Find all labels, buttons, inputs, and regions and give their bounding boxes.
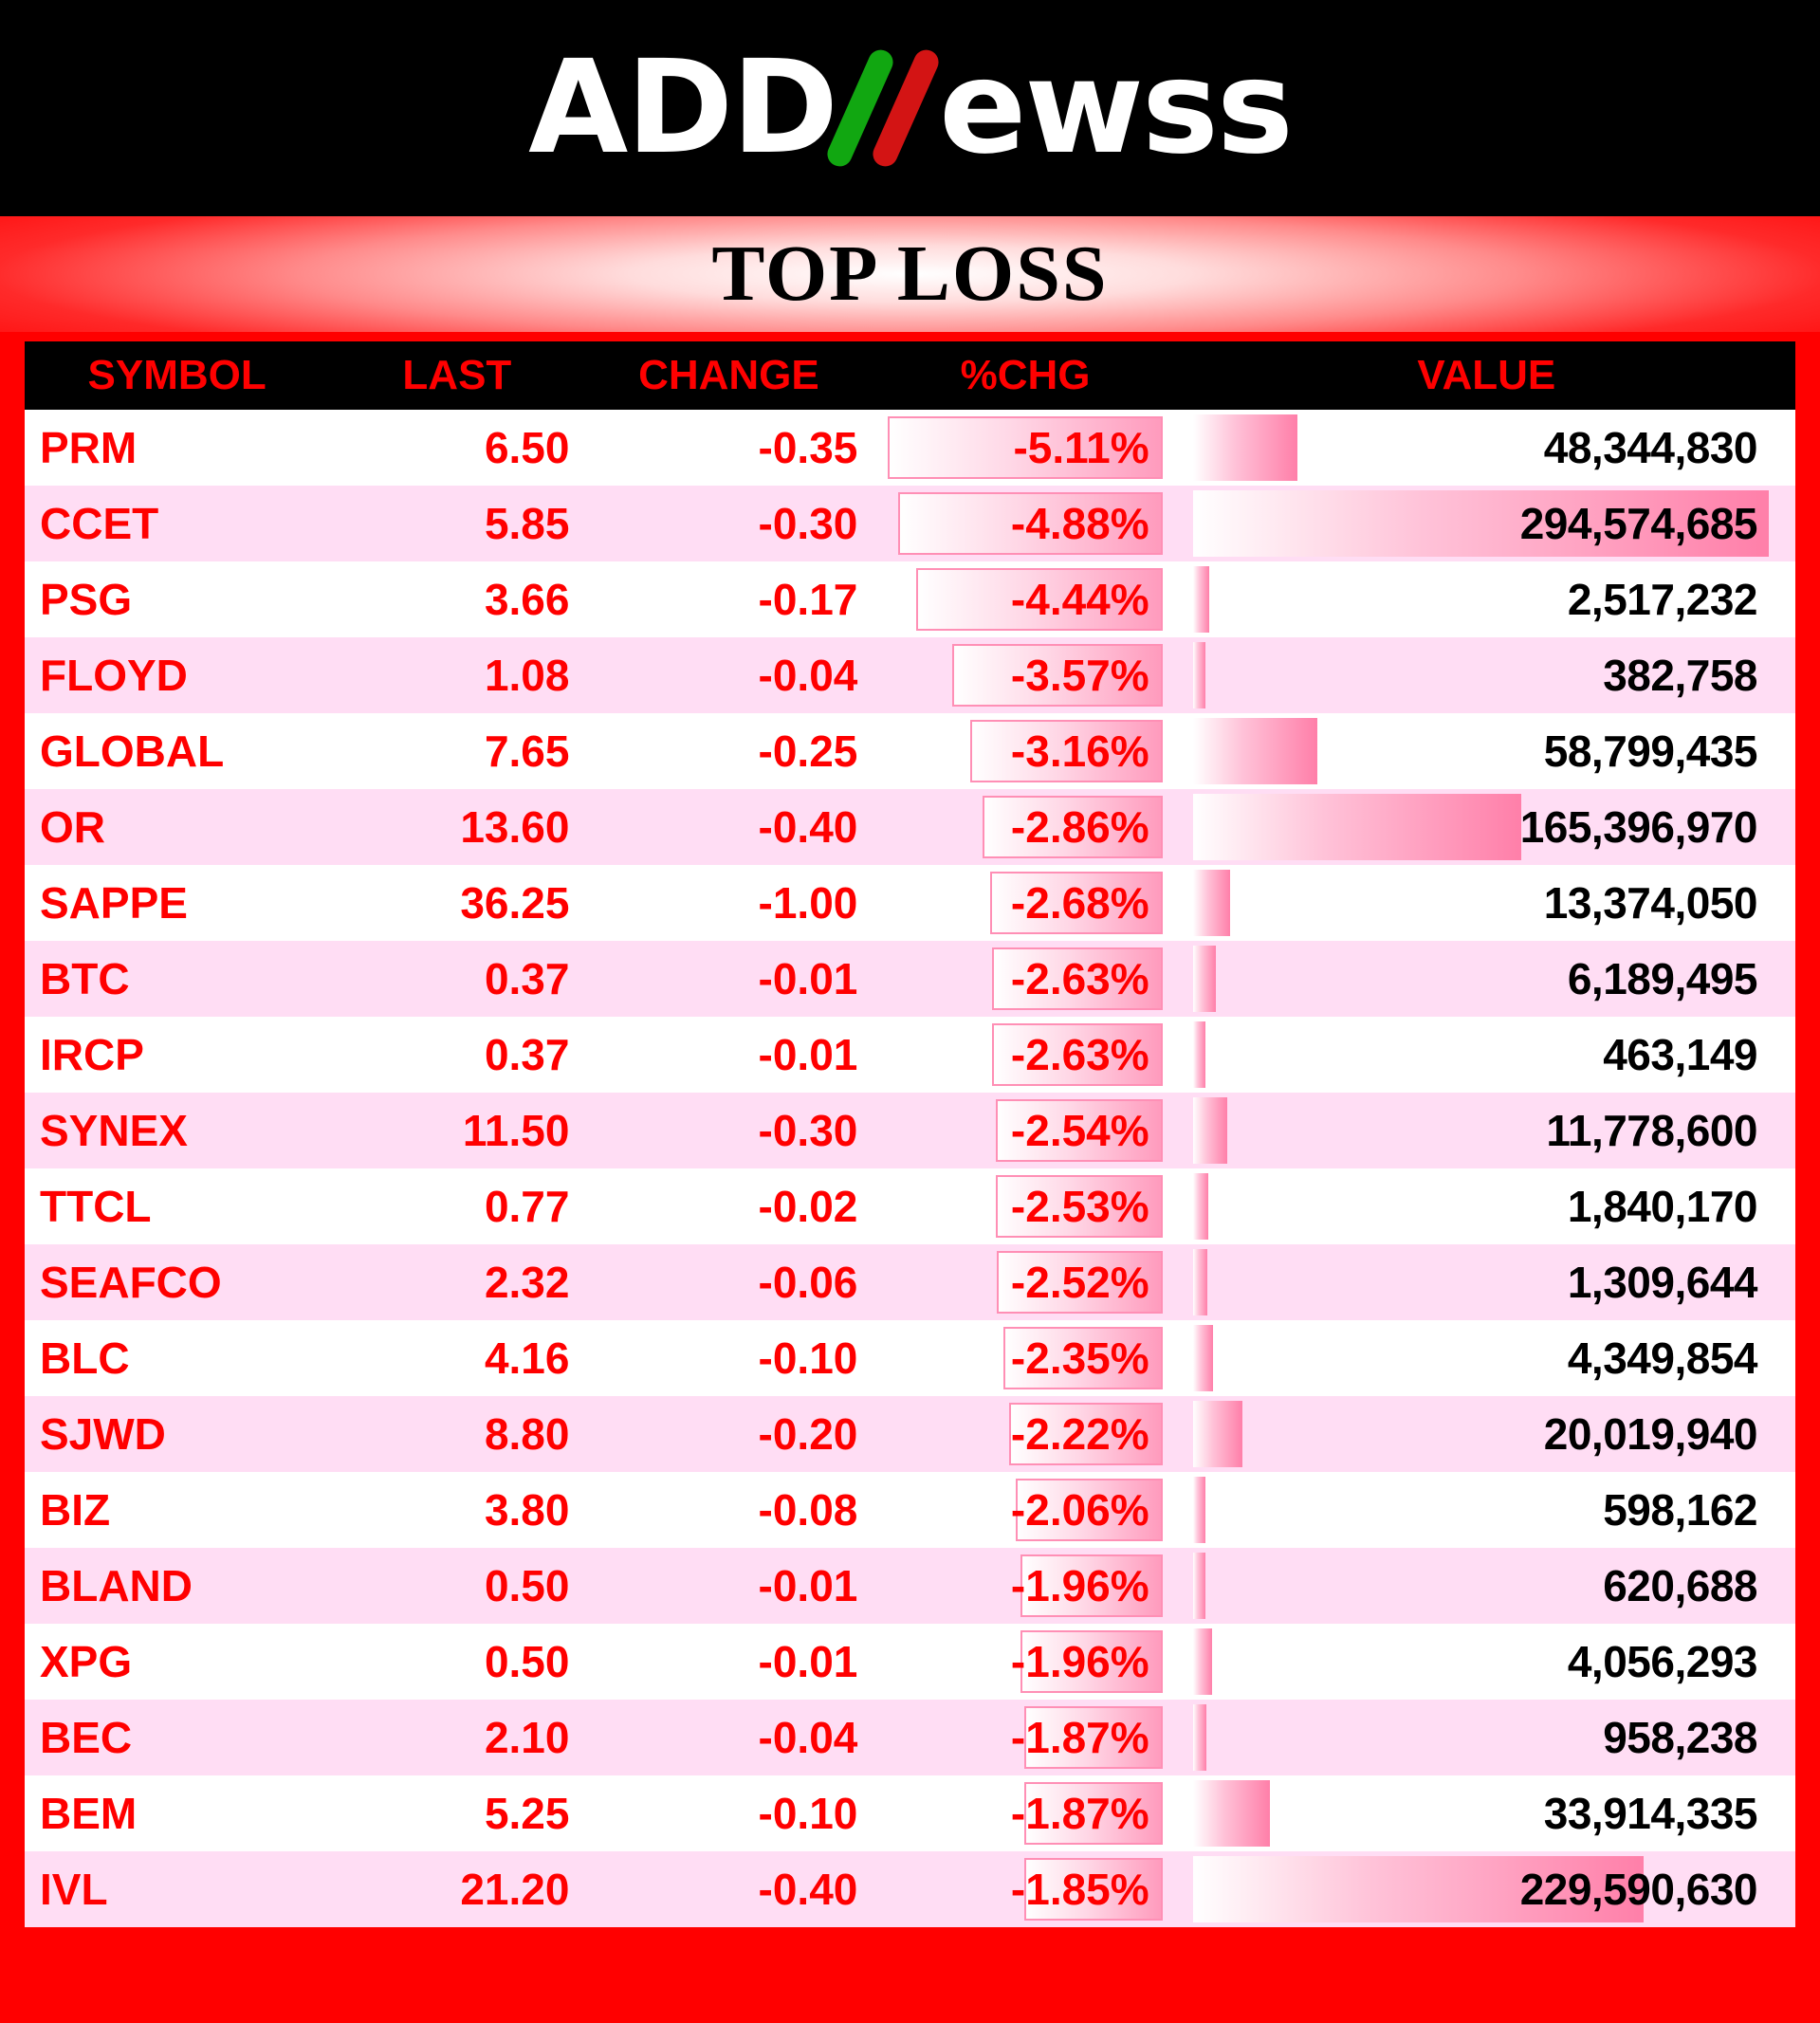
table-row <box>25 789 1795 865</box>
cell-last: 8.80 <box>484 1409 570 1459</box>
brand-n-mark-icon <box>838 46 937 171</box>
cell-value <box>1178 941 1795 1017</box>
cell-symbol: CCET <box>40 499 159 548</box>
pct-change-label: -4.88% <box>1010 499 1149 548</box>
cell-pct-change <box>873 1624 1177 1700</box>
cell-value <box>1178 1851 1795 1927</box>
value-bar <box>1193 794 1521 860</box>
cell-last: 36.25 <box>460 878 570 928</box>
cell-pct-change <box>873 410 1177 486</box>
table-row <box>25 941 1795 1017</box>
cell-value <box>1178 486 1795 561</box>
pct-change-label: -3.16% <box>1010 726 1149 776</box>
cell-pct-change <box>873 1320 1177 1396</box>
pct-change-label: -2.06% <box>1010 1485 1149 1535</box>
table-row <box>25 713 1795 789</box>
value-label: 48,344,830 <box>1543 423 1757 472</box>
value-label: 13,374,050 <box>1543 878 1757 928</box>
pct-change-label: -2.22% <box>1010 1409 1149 1459</box>
cell-symbol: BEM <box>40 1789 138 1838</box>
table-row <box>25 637 1795 713</box>
table-row <box>25 1700 1795 1775</box>
cell-symbol: SJWD <box>40 1409 166 1459</box>
cell-pct-change <box>873 865 1177 941</box>
table-row <box>25 410 1795 486</box>
cell-change: -0.04 <box>758 1713 858 1762</box>
cell-change: -0.25 <box>758 726 858 776</box>
value-bar <box>1193 1249 1207 1315</box>
cell-pct-change <box>873 1244 1177 1320</box>
pct-change-label: -1.85% <box>1010 1865 1149 1914</box>
cell-symbol: FLOYD <box>40 651 188 700</box>
cell-change: -0.06 <box>758 1258 858 1307</box>
cell-symbol: BLAND <box>40 1561 193 1610</box>
pct-change-label: -1.96% <box>1010 1561 1149 1610</box>
value-label: 598,162 <box>1603 1485 1757 1535</box>
cell-value <box>1178 1472 1795 1548</box>
cell-value <box>1178 561 1795 637</box>
cell-change: -0.40 <box>758 1865 858 1914</box>
column-header-pctchg: %CHG <box>873 341 1177 410</box>
value-label: 11,778,600 <box>1546 1106 1757 1155</box>
table-row <box>25 1093 1795 1168</box>
cell-value <box>1178 637 1795 713</box>
cell-value <box>1178 1320 1795 1396</box>
cell-pct-change <box>873 1168 1177 1244</box>
cell-value <box>1178 1700 1795 1775</box>
cell-change: -0.08 <box>758 1485 858 1535</box>
value-label: 20,019,940 <box>1543 1409 1757 1459</box>
value-bar <box>1193 1704 1206 1771</box>
table-header <box>25 341 1795 410</box>
brand-logo <box>528 33 1292 183</box>
cell-pct-change <box>873 789 1177 865</box>
table-row <box>25 1851 1795 1927</box>
value-label: 33,914,335 <box>1543 1789 1757 1838</box>
cell-value <box>1178 865 1795 941</box>
value-label: 620,688 <box>1603 1561 1757 1610</box>
brand-name-part1: ADD <box>528 33 837 183</box>
cell-value <box>1178 1548 1795 1624</box>
cell-value <box>1178 1168 1795 1244</box>
cell-pct-change <box>873 941 1177 1017</box>
value-label: 6,189,495 <box>1567 954 1757 1003</box>
cell-pct-change <box>873 637 1177 713</box>
cell-last: 0.37 <box>484 1030 570 1079</box>
cell-change: -0.01 <box>758 1030 858 1079</box>
title-band <box>0 216 1820 332</box>
cell-symbol: IVL <box>40 1865 108 1914</box>
cell-change: -0.01 <box>758 954 858 1003</box>
value-label: 382,758 <box>1603 651 1757 700</box>
cell-symbol: TTCL <box>40 1182 152 1231</box>
value-label: 2,517,232 <box>1567 575 1757 624</box>
cell-pct-change <box>873 486 1177 561</box>
logo-bar <box>0 0 1820 216</box>
cell-last: 1.08 <box>484 651 570 700</box>
cell-change: -0.01 <box>758 1637 858 1686</box>
table-row <box>25 1168 1795 1244</box>
brand-name-part2: ewss <box>939 33 1292 183</box>
cell-pct-change <box>873 1472 1177 1548</box>
pct-change-label: -4.44% <box>1010 575 1149 624</box>
pct-change-label: -5.11% <box>1013 423 1149 472</box>
cell-value <box>1178 789 1795 865</box>
cell-symbol: BLC <box>40 1333 130 1383</box>
table-row <box>25 1624 1795 1700</box>
value-bar <box>1193 870 1231 936</box>
cell-change: -0.10 <box>758 1789 858 1838</box>
cell-symbol: PRM <box>40 423 138 472</box>
value-bar <box>1193 642 1205 708</box>
cell-last: 0.50 <box>484 1637 570 1686</box>
cell-value <box>1178 1775 1795 1851</box>
cell-symbol: OR <box>40 802 105 852</box>
cell-change: -0.01 <box>758 1561 858 1610</box>
pct-change-label: -2.86% <box>1010 802 1149 852</box>
cell-value <box>1178 1093 1795 1168</box>
value-bar <box>1193 946 1217 1012</box>
cell-last: 13.60 <box>460 802 570 852</box>
quotes-table-wrap <box>25 341 1795 1927</box>
column-header-value: VALUE <box>1178 341 1795 410</box>
cell-pct-change <box>873 713 1177 789</box>
cell-pct-change <box>873 561 1177 637</box>
cell-value <box>1178 1624 1795 1700</box>
cell-pct-change <box>873 1548 1177 1624</box>
value-label: 4,056,293 <box>1567 1637 1757 1686</box>
cell-symbol: SAPPE <box>40 878 188 928</box>
cell-last: 7.65 <box>484 726 570 776</box>
table-row <box>25 561 1795 637</box>
cell-last: 11.50 <box>462 1106 570 1155</box>
cell-value <box>1178 1017 1795 1093</box>
cell-symbol: IRCP <box>40 1030 144 1079</box>
cell-symbol: BTC <box>40 954 130 1003</box>
table-row <box>25 1244 1795 1320</box>
value-bar <box>1193 1173 1208 1240</box>
quotes-table <box>25 341 1795 1927</box>
value-bar <box>1193 1401 1243 1467</box>
pct-change-label: -1.87% <box>1010 1713 1149 1762</box>
cell-symbol: SYNEX <box>40 1106 188 1155</box>
pct-change-label: -1.96% <box>1010 1637 1149 1686</box>
pct-change-label: -1.87% <box>1010 1789 1149 1838</box>
pct-change-label: -2.54% <box>1010 1106 1149 1155</box>
pct-change-label: -2.68% <box>1010 878 1149 928</box>
cell-pct-change <box>873 1396 1177 1472</box>
value-bar <box>1193 1477 1206 1543</box>
table-row <box>25 1472 1795 1548</box>
cell-change: -0.04 <box>758 651 858 700</box>
cell-change: -0.35 <box>758 423 858 472</box>
pct-change-label: -2.63% <box>1010 1030 1149 1079</box>
table-row <box>25 1396 1795 1472</box>
cell-last: 0.50 <box>484 1561 570 1610</box>
value-bar <box>1193 1021 1206 1088</box>
table-row <box>25 1775 1795 1851</box>
cell-change: -0.02 <box>758 1182 858 1231</box>
pct-change-label: -2.35% <box>1010 1333 1149 1383</box>
value-label: 58,799,435 <box>1543 726 1757 776</box>
cell-last: 5.25 <box>484 1789 570 1838</box>
value-label: 463,149 <box>1603 1030 1757 1079</box>
cell-change: -0.10 <box>758 1333 858 1383</box>
cell-last: 2.10 <box>484 1713 570 1762</box>
cell-last: 0.37 <box>484 954 570 1003</box>
column-header-last: LAST <box>329 341 584 410</box>
value-label: 165,396,970 <box>1519 802 1757 852</box>
table-row <box>25 1548 1795 1624</box>
cell-symbol: BEC <box>40 1713 133 1762</box>
cell-last: 6.50 <box>484 423 570 472</box>
cell-change: -0.40 <box>758 802 858 852</box>
cell-change: -0.30 <box>758 499 858 548</box>
value-label: 229,590,630 <box>1519 1865 1757 1914</box>
cell-symbol: SEAFCO <box>40 1258 222 1307</box>
value-bar <box>1193 1780 1270 1847</box>
cell-value <box>1178 713 1795 789</box>
value-bar <box>1193 1553 1206 1619</box>
value-label: 294,574,685 <box>1519 499 1757 548</box>
cell-value <box>1178 410 1795 486</box>
pct-change-label: -3.57% <box>1010 651 1149 700</box>
table-row <box>25 1320 1795 1396</box>
cell-pct-change <box>873 1775 1177 1851</box>
cell-pct-change <box>873 1017 1177 1093</box>
pct-change-label: -2.53% <box>1010 1182 1149 1231</box>
table-header-row <box>25 341 1795 410</box>
cell-symbol: GLOBAL <box>40 726 225 776</box>
value-bar <box>1193 1628 1212 1695</box>
cell-last: 3.66 <box>484 575 570 624</box>
cell-change: -0.20 <box>758 1409 858 1459</box>
page-title: TOP LOSS <box>711 230 1109 318</box>
cell-symbol: BIZ <box>40 1485 111 1535</box>
cell-value <box>1178 1244 1795 1320</box>
cell-last: 4.16 <box>484 1333 570 1383</box>
table-body <box>25 410 1795 1927</box>
cell-last: 21.20 <box>460 1865 570 1914</box>
cell-symbol: XPG <box>40 1637 133 1686</box>
value-label: 1,840,170 <box>1567 1182 1757 1231</box>
column-header-symbol: SYMBOL <box>25 341 329 410</box>
value-bar <box>1193 1325 1213 1391</box>
cell-pct-change <box>873 1093 1177 1168</box>
value-bar <box>1193 1097 1227 1164</box>
value-label: 4,349,854 <box>1567 1333 1757 1383</box>
cell-last: 5.85 <box>484 499 570 548</box>
table-row <box>25 1017 1795 1093</box>
column-header-change: CHANGE <box>584 341 873 410</box>
value-label: 958,238 <box>1603 1713 1757 1762</box>
value-bar <box>1193 414 1297 481</box>
cell-value <box>1178 1396 1795 1472</box>
pct-change-label: -2.63% <box>1010 954 1149 1003</box>
cell-change: -1.00 <box>758 878 858 928</box>
value-bar <box>1193 718 1317 784</box>
table-row <box>25 486 1795 561</box>
value-label: 1,309,644 <box>1567 1258 1757 1307</box>
cell-pct-change <box>873 1700 1177 1775</box>
cell-change: -0.30 <box>758 1106 858 1155</box>
cell-pct-change <box>873 1851 1177 1927</box>
cell-change: -0.17 <box>758 575 858 624</box>
cell-last: 0.77 <box>484 1182 570 1231</box>
cell-last: 2.32 <box>484 1258 570 1307</box>
cell-last: 3.80 <box>484 1485 570 1535</box>
value-bar <box>1193 566 1209 633</box>
cell-symbol: PSG <box>40 575 133 624</box>
pct-change-label: -2.52% <box>1010 1258 1149 1307</box>
table-row <box>25 865 1795 941</box>
